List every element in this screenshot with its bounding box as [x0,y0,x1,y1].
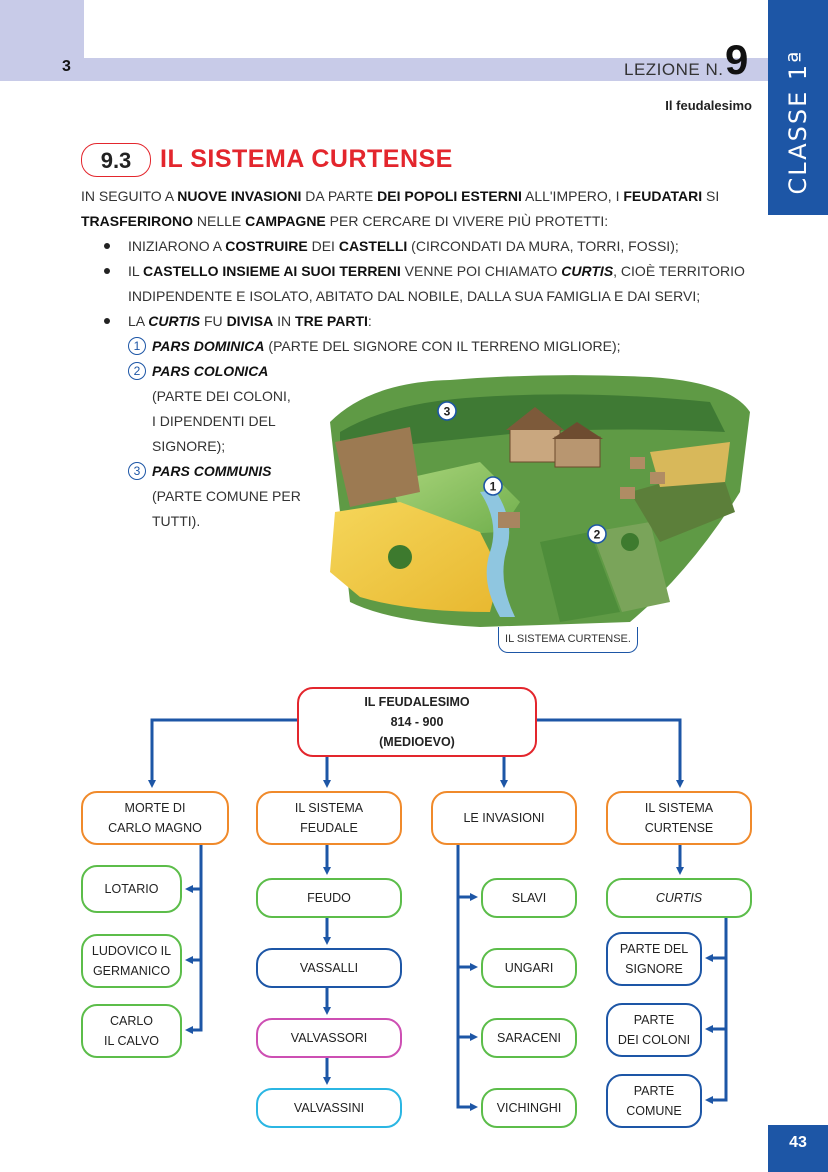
part-2-desc-1: (PARTE DEI COLONI, [152,388,291,404]
hut-3 [620,487,635,499]
text-run: CURTIS [148,313,201,329]
text-run: COSTRUIRE [225,238,308,254]
page-number-left: 3 [62,58,71,75]
side-tab-label-wrap [768,0,828,215]
text-run: (CIRCONDATI DA MURA, TORRI, FOSSI); [407,238,679,254]
lesson-label: LEZIONE N. [624,60,724,79]
col4-head: IL SISTEMA CURTENSE [606,791,752,845]
col4-item-comune: PARTE COMUNE [606,1074,702,1128]
text-run: DA PARTE [301,188,378,204]
col2-head: IL SISTEMA FEUDALE [256,791,402,845]
lesson-number: 9 [725,36,749,83]
part-1-number-icon: 1 [128,337,146,355]
text-run: CAMPAGNE [245,213,326,229]
part-1-desc: (PARTE DEL SIGNORE CON IL TERRENO MIGLIORE); [264,338,621,354]
text-run: FU [200,313,227,329]
col1-item-carlo: CARLO IL CALVO [81,1004,182,1058]
col3-head: LE INVASIONI [431,791,577,845]
side-tab-label: CLASSE 1ª [784,49,812,195]
part-1-name: PARS DOMINICA [152,338,265,354]
bullet-2-line-2: INDIPENDENTE E ISOLATO, ABITATO DAL NOBILE, DALLA SUA FAMIGLIA E DAI SERVI; [128,288,701,304]
bullet-dot [104,318,110,324]
hut-2 [650,472,665,484]
text-run: CASTELLO INSIEME AI SUOI TERRENI [143,263,401,279]
col3-item-vichinghi: VICHINGHI [481,1088,577,1128]
text-run: DEI POPOLI ESTERNI [377,188,522,204]
text-run: ALL'IMPERO, I [521,188,624,204]
text-run: INIZIARONO A [128,238,226,254]
text-run: IN SEGUITO A [81,188,178,204]
marker-3 [438,402,456,420]
col3-item-saraceni: SARACENI [481,1018,577,1058]
bullet-dot [104,268,110,274]
bullet-2-line-1 [128,259,745,284]
part-3 [128,459,272,484]
col4-item-coloni: PARTE DEI COLONI [606,1003,702,1057]
svg-text:2: 2 [593,527,601,542]
col2-item-vassalli: VASSALLI [256,948,402,988]
col2-item-valvassini: VALVASSINI [256,1088,402,1128]
part-1 [128,334,621,359]
part-2-desc-2: I DIPENDENTI DEL [152,413,276,429]
col1-item-lotario: LOTARIO [81,865,182,913]
col2-item-valvassori: VALVASSORI [256,1018,402,1058]
part-2-number-icon: 2 [128,362,146,380]
page-number-right: 43 [768,1125,828,1172]
part-3-desc-1: (PARTE COMUNE PER [152,488,301,504]
text-run: TRASFERIRONO [81,213,193,229]
text-run: FEUDATARI [623,188,703,204]
col3-item-slavi: SLAVI [481,878,577,918]
section-title: IL SISTEMA CURTENSE [160,145,453,173]
text-run: IN [273,313,296,329]
text-run: : [367,313,372,329]
svg-text:3: 3 [443,404,451,419]
section-number-badge: 9.3 [81,143,151,177]
text-run: PER CERCARE DI VIVERE PIÙ PROTETTI: [325,213,609,229]
part-2-name: PARS COLONICA [152,363,269,379]
text-run: , CIOÈ TERRITORIO [613,263,745,279]
text-run: DEI [307,238,339,254]
col1-item-ludovico: LUDOVICO IL GERMANICO [81,934,182,988]
part-3-name: PARS COMMUNIS [152,463,272,479]
text-run: LA [128,313,149,329]
tree [388,545,412,569]
col4-item-signore: PARTE DEL SIGNORE [606,932,702,986]
text-run: NELLE [193,213,246,229]
mill [498,512,520,528]
text-run: IL [128,263,144,279]
text-run: SI [702,188,720,204]
part-3-desc-2: TUTTI). [152,513,201,529]
text-run: DIVISA [226,313,274,329]
text-run: CURTIS [561,263,614,279]
diagram-root: IL FEUDALESIMO 814 - 900 (MEDIOEVO) [297,687,537,757]
text-run: VENNE POI CHIAMATO [400,263,562,279]
col3-item-ungari: UNGARI [481,948,577,988]
svg-text:1: 1 [489,479,497,494]
text-run: CASTELLI [338,238,408,254]
header-corner-block [0,0,84,58]
col2-item-feudo: FEUDO [256,878,402,918]
lesson-subtitle: Il feudalesimo [665,98,752,113]
marker-1 [484,477,502,495]
part-3-number-icon: 3 [128,462,146,480]
illustration-caption: IL SISTEMA CURTENSE. [498,627,638,653]
col1-head: MORTE DI CARLO MAGNO [81,791,229,845]
intro-line-1 [81,184,719,209]
intro-line-2 [81,209,608,234]
bullet-3-text [128,309,372,334]
bullet-dot [104,243,110,249]
bullet-1-text [128,234,679,259]
part-2-desc-3: SIGNORE); [152,438,226,454]
marker-2 [588,525,606,543]
tree [621,533,639,551]
text-run: NUOVE INVASIONI [177,188,302,204]
curtis-illustration [330,372,750,627]
castle-wing [555,437,600,467]
text-run: TRE PARTI [295,313,368,329]
col4-item-curtis: CURTIS [606,878,752,918]
castle-body [510,427,560,462]
hut-1 [630,457,645,469]
part-2 [128,359,268,384]
